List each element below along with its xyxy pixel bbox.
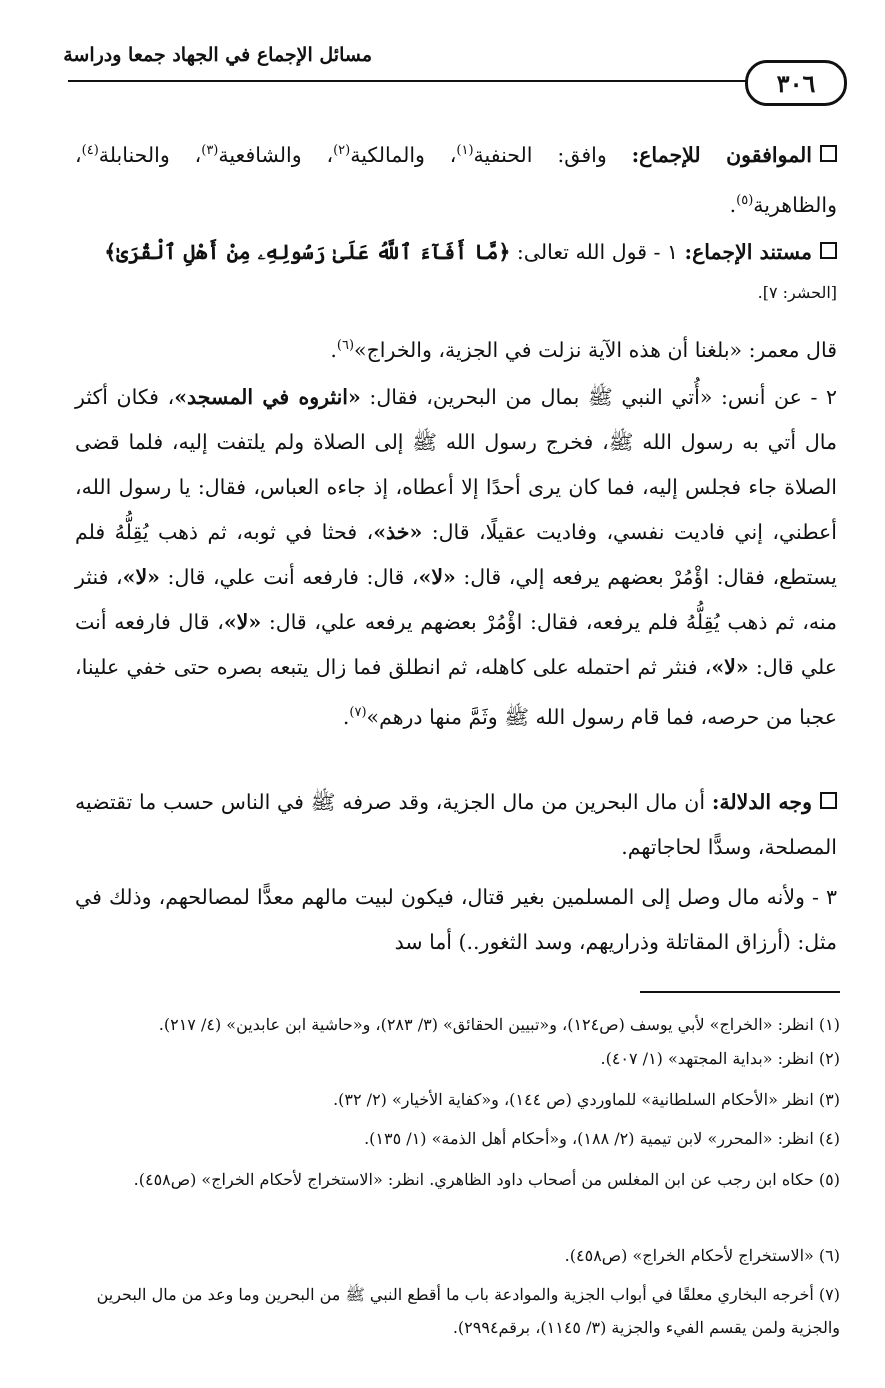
text: ١ - قول الله تعالى: [510, 240, 685, 264]
footnote-7: (٧) أخرجه البخاري معلقًا في أبواب الجزية والموادعة باب ما أقطع النبي ﷺ من البحرين وما وعد من مال البحرين والجزية ولمن يقسم الفيء والجزية (٣/ ١١٤٥)، برقم٢٩٩٤). [96, 1285, 840, 1337]
footnote-ref: (٧) [349, 705, 367, 720]
square-bullet-icon [820, 242, 837, 259]
footnote-ref: (٤) [81, 143, 99, 158]
text: ، فنثر ثم احتمله على كاهله، ثم انطلق فما زال يتبعه بصره حتى خفي علينا، عجبا من حرصه، فما قام رسول الله ﷺ وثَمَّ منها درهم» [75, 655, 837, 729]
verse-reference: [الحشر: ٧]. [757, 283, 837, 302]
quran-verse: ﴿مَّا أَفَآءَ ٱللَّهُ عَلَىٰ رَسُولِهِۦ مِنْ أَهْلِ ٱلْقُرَىٰ﴾ [104, 240, 511, 264]
text: ، قال فارفعه أنت علي قال: [75, 610, 837, 679]
text: ، والشافعية [218, 142, 334, 167]
bold-quote: «لا» [223, 610, 262, 634]
footnote-2: (٢) انظر: «بداية المجتهد» (١/ ٤٠٧). [600, 1049, 840, 1068]
text: قال معمر: «بلغنا أن هذه الآية نزلت في الجزية، والخراج» [354, 337, 837, 362]
text: ، فحثا في ثوبه، ثم ذهب يُقِلُّهُ فلم يستطع، فقال: اؤْمُرْ بعضهم يرفعه إلي، قال: [75, 520, 837, 589]
footnote-ref: (١) [456, 143, 474, 158]
header-rule [68, 80, 748, 82]
footnote-4: (٤) انظر: «المحرر» لابن تيمية (٢/ ١٨٨)، و«أحكام أهل الذمة» (١/ ١٣٥). [364, 1129, 840, 1148]
bold-quote: «خذ» [373, 520, 423, 544]
text: ٣ - ولأنه مال وصل إلى المسلمين بغير قتال، فيكون لبيت مالهم معدًّا لمصالحهم، وذلك في مثل: (أرزاق المقاتلة وذراريهم، وسد الثغور..) أما سد [75, 885, 837, 954]
footnote-5: (٥) حكاه ابن رجب عن ابن المغلس من أصحاب داود الظاهري. انظر: «الاستخراج لأحكام الخراج» (ص٤٥٨). [133, 1170, 840, 1189]
text: ، والمالكية [350, 142, 457, 167]
text: ، فنثر منه، ثم ذهب يُقِلُّهُ فلم يرفعه، فقال: اؤْمُرْ بعضهم يرفعه علي، قال: [75, 565, 837, 634]
text: ، والظاهرية [75, 142, 837, 217]
footnote-3: (٣) انظر «الأحكام السلطانية» للماوردي (ص ١٤٤)، و«كفاية الأخيار» (٢/ ٣٢). [333, 1090, 840, 1109]
paragraph-mamar-quote [75, 323, 837, 373]
square-bullet-icon [820, 145, 837, 162]
section-label: وجه الدلالة: [711, 790, 812, 814]
text: أن مال البحرين من مال الجزية، وقد صرفه ﷺ في الناس حسب ما تقتضيه المصلحة، وسدًّا لحاجاتهم. [75, 790, 837, 859]
paragraph-agreeing-schools [75, 128, 837, 228]
section-label: مستند الإجماع: [684, 240, 812, 264]
running-title: مسائل الإجماع في الجهاد جمعا ودراسة [63, 44, 372, 66]
footnote-6: (٦) «الاستخراج لأحكام الخراج» (ص٤٥٨). [564, 1246, 840, 1265]
text: ، قال: فارفعه أنت علي، قال: [159, 565, 419, 589]
text: . [342, 704, 350, 729]
bold-quote: «لا» [418, 565, 456, 589]
page-number: ٣٠٦ [745, 60, 847, 106]
bold-quote: «انثروه في المسجد» [174, 385, 361, 409]
bold-quote: «لا» [711, 655, 749, 679]
text: ٢ - عن أنس: «أُتي النبي ﷺ بمال من البحرين، فقال: [360, 385, 838, 409]
footnote-ref: (٦) [336, 338, 355, 353]
footnote-1: (١) انظر: «الخراج» لأبي يوسف (ص١٢٤)، و«تبيين الحقائق» (٣/ ٢٨٣)، و«حاشية ابن عابدين» (٤/ ٢١٧). [158, 1015, 840, 1034]
paragraph-basis [75, 230, 837, 311]
footnote-ref: (٢) [333, 143, 351, 158]
text: ، فكان أكثر مال أتي به رسول الله ﷺ، فخرج رسول الله ﷺ إلى الصلاة ولم يلتفت إليه، فلما قضى الصلاة جاء فجلس إليه، فما كان يرى أحدًا إلا أعطاه، إذ جاءه العباس، فقال: يا رسول الله، أعطني، إني فاديت نفسي، وفاديت عقيلًا، قال: [75, 385, 837, 544]
text: . [729, 192, 737, 217]
footnote-rule [640, 991, 840, 993]
section-label: الموافقون للإجماع: [631, 142, 812, 167]
footnote-ref: (٥) [736, 192, 754, 208]
square-bullet-icon [820, 792, 837, 809]
text: وافق: الحنفية [473, 142, 632, 167]
paragraph-anas-hadith [75, 375, 837, 740]
text: ، والحنابلة [98, 142, 202, 167]
footnote-ref: (٣) [201, 143, 219, 158]
text: . [330, 337, 337, 362]
bold-quote: «لا» [122, 565, 160, 589]
paragraph-evidence [75, 780, 837, 870]
paragraph-third-point [75, 875, 837, 965]
